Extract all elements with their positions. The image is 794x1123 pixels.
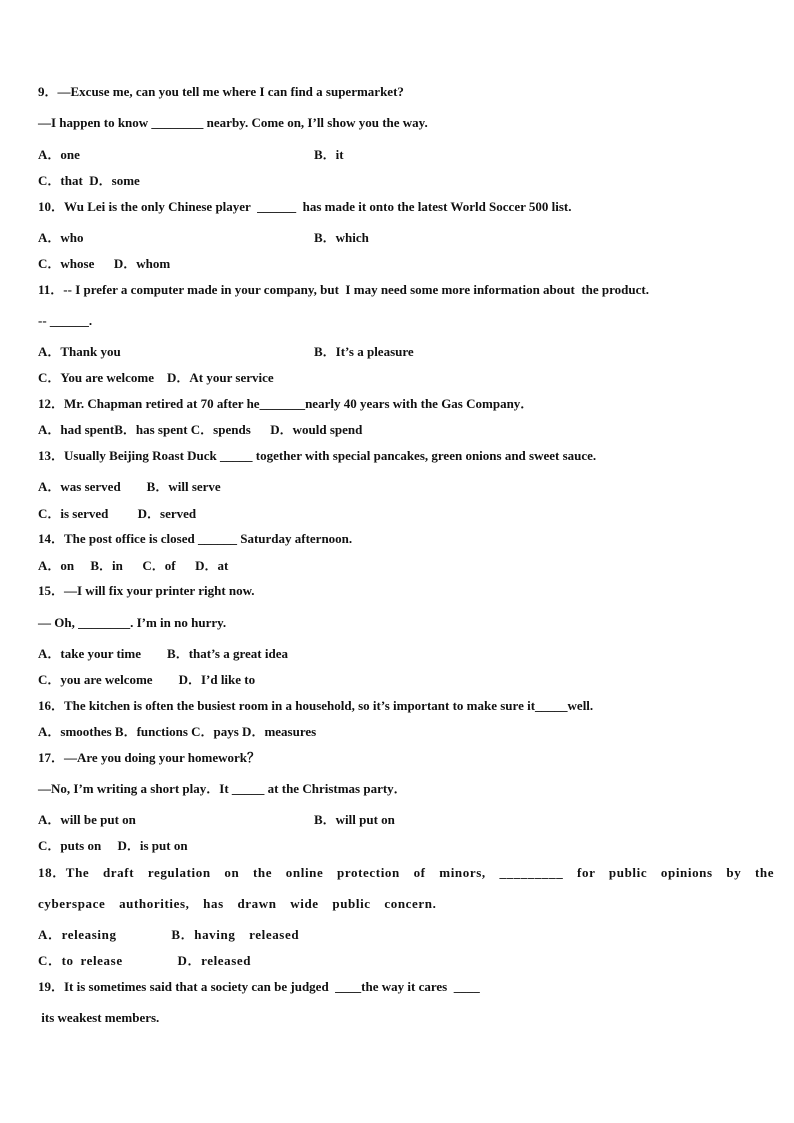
question-11-option-b: B．It’s a pleasure [314,344,414,359]
question-9-option-b: B．it [314,147,344,162]
question-18-options-cd: C．to release D．released [38,953,252,968]
question-12-stem: 12．Mr. Chapman retired at 70 after he_______nearly 40 years with the Gas Company． [38,396,534,411]
question-9-option-a: A．one [38,147,80,162]
question-15-options-ab: A．take your time B．that’s a great idea [38,646,288,661]
question-11-option-a: A．Thank you [38,344,121,359]
question-15-reply: — Oh, ________. I’m in no hurry. [38,615,227,630]
question-17-options-cd: C．puts on D．is put on [38,838,188,853]
question-10-option-b: B．which [314,230,369,245]
question-12-options: A．had spentB．has spent C．spends D．would spend [38,422,363,437]
question-16-options: A．smoothes B．functions C．pays D．measures [38,724,317,739]
question-19-stem: 19．It is sometimes said that a society can be judged ____the way it cares ____ [38,979,480,994]
question-18-stem-continued: cyberspace authorities, has drawn wide public concern. [38,896,437,911]
question-17-option-a: A．will be put on [38,812,136,827]
question-18-stem: 18．The draft regulation on the online protection of minors, _________ for public opinions by the [38,865,775,880]
question-15-stem: 15．—I will fix your printer right now. [38,583,255,598]
question-17-reply: —No, I’m writing a short play．It _____ at the Christmas party． [38,781,407,796]
question-10-option-a: A．who [38,230,84,245]
question-18-options-ab: A．releasing B．having released [38,927,300,942]
question-11-stem: 11．-- I prefer a computer made in your company, but I may need some more information about the product. [38,282,649,297]
question-13-stem: 13．Usually Beijing Roast Duck _____ together with special pancakes, green onions and sweet sauce. [38,448,597,463]
question-16-stem: 16．The kitchen is often the busiest room in a household, so it’s important to make sure it_____well. [38,698,594,713]
question-15-options-cd: C．you are welcome D．I’d like to [38,672,256,687]
question-14-stem: 14．The post office is closed ______ Saturday afternoon. [38,531,353,546]
question-13-options-cd: C．is served D．served [38,506,197,521]
question-11-options-cd: C．You are welcome D．At your service [38,370,274,385]
question-19-stem-continued: its weakest members. [38,1010,160,1025]
question-9-stem: 9．—Excuse me, can you tell me where I can find a supermarket? [38,84,404,99]
question-10-options-cd: C．whose D．whom [38,256,171,271]
question-13-options-ab: A．was served B．will serve [38,479,221,494]
question-10-stem: 10．Wu Lei is the only Chinese player ______ has made it onto the latest World Soccer 500 list. [38,199,572,214]
question-17-stem: 17．—Are you doing your homework？ [38,750,260,765]
question-14-options: A．on B．in C．of D．at [38,558,229,573]
question-9-reply: —I happen to know ________ nearby. Come on, I’ll show you the way. [38,115,428,130]
question-11-reply: -- ______. [38,313,93,328]
question-9-options-cd: C．that D．some [38,173,140,188]
question-17-option-b: B．will put on [314,812,395,827]
